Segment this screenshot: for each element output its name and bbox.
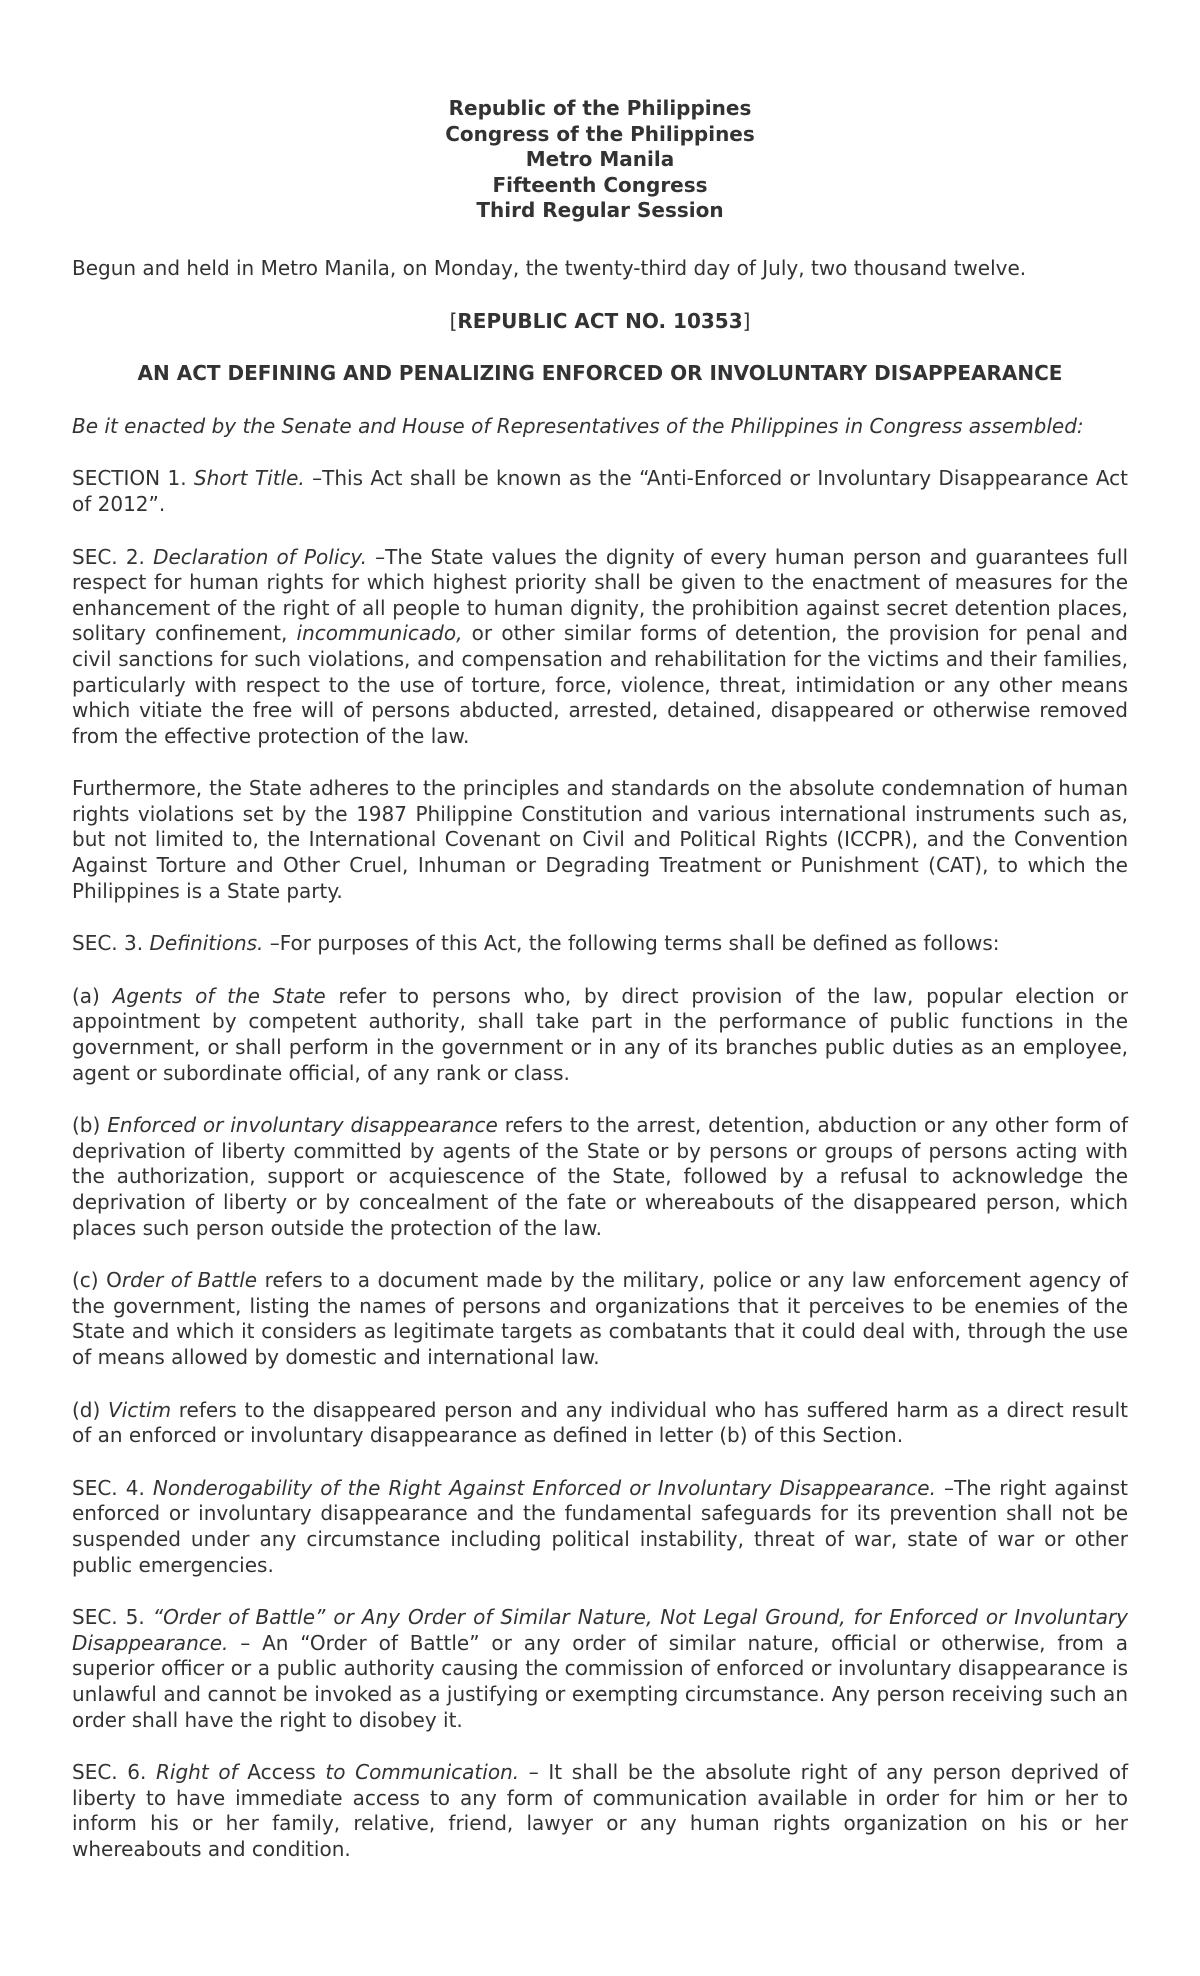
section-2-number: SEC. 2.: [72, 544, 154, 569]
act-number-open-bracket: [: [449, 308, 458, 333]
section-6-number: SEC. 6.: [72, 1760, 157, 1785]
section-3-body: –For purposes of this Act, the following terms shall be defined as follows:: [263, 931, 1000, 956]
act-number: [72, 309, 1128, 335]
definition-b-term: Enforced or involuntary disappearance: [107, 1113, 498, 1138]
definition-c-body: refers to a document made by the military, police or any law enforcement agency of the government, listing the names of persons and organizations that it perceives to be enemies of the State and which it considers as legitimate targets as combatants that it could deal with, through the use of means allowed by domestic and international law.: [72, 1268, 1128, 1369]
definition-d-body: refers to the disappeared person and any individual who has suffered harm as a direct result of an enforced or involuntary disappearance as defined in letter (b) of this Section.: [72, 1397, 1128, 1448]
act-title: AN ACT DEFINING AND PENALIZING ENFORCED OR INVOLUNTARY DISAPPEARANCE: [137, 361, 1063, 386]
section-6: [72, 1760, 1128, 1862]
section-4-title: Nonderogability of the Right Against Enforced or Involuntary Disappearance.: [152, 1475, 936, 1500]
section-3: [72, 931, 1128, 957]
section-2-title: Declaration of Policy.: [153, 544, 368, 569]
definition-c-letter: (c) O: [72, 1268, 122, 1293]
section-5-number: SEC. 5.: [72, 1605, 153, 1630]
definition-b: [72, 1113, 1128, 1241]
section-6-body: – It shall be the absolute right of any person deprived of liberty to have immediate access to any form of communication available in order for him or her to inform his or her family, relative, friend, lawyer or any human rights organization on his or her whereabouts and condition.: [72, 1760, 1129, 1861]
begun-statement: Begun and held in Metro Manila, on Monday, the twenty-third day of July, two thousand twelve.: [72, 255, 1027, 280]
definition-d: [72, 1398, 1128, 1449]
header-session: Third Regular Session: [476, 198, 724, 223]
definition-a-term: Agents of the State: [112, 983, 326, 1008]
definition-a: [72, 984, 1128, 1086]
section-1-number: SECTION 1.: [72, 466, 194, 491]
section-6-title-part2: to Communication.: [325, 1760, 520, 1785]
section-6-title-part1: Right of: [156, 1760, 238, 1785]
section-2-body-part1: –The State values the dignity of every human person and guarantees full respect for human rights for which highest priority shall be given to the enactment of measures for the enhancement of the right of all people to human dignity, the prohibition against secret detention places, solitary confinement,: [72, 544, 1129, 646]
enacting-clause: [72, 414, 1128, 440]
section-3-title: Definitions.: [149, 931, 264, 956]
definition-d-letter: (d): [72, 1397, 108, 1422]
section-5-body: – An “Order of Battle” or any order of similar nature, official or otherwise, from a superior officer or a public authority causing the commission of enforced or involuntary disappearance is unlawful and cannot be invoked as a justifying or exempting circumstance. Any person receiving such an order shall have the right to disobey it.: [72, 1630, 1128, 1732]
document-header: [72, 96, 1128, 224]
header-location: Metro Manila: [525, 147, 675, 172]
definition-b-body: refers to the arrest, detention, abduction or any other form of deprivation of liberty committed by agents of the State or by persons or groups of persons acting with the authorization, support or acquiescence of the State, followed by a refusal to acknowledge the deprivation of liberty or by concealment of the fate or whereabouts of the disappeared person, which places such person outside the protection of the law.: [72, 1113, 1129, 1240]
section-5: [72, 1605, 1128, 1733]
section-2-body-part2: or other similar forms of detention, the provision for penal and civil sanctions for such violations, and compensation and rehabilitation for the victims and their families, particularly with respect to the use of torture, force, violence, threat, intimidation or any other means which vitiate the free will of persons abducted, arrested, detained, disappeared or otherwise removed from the effective protection of the law.: [72, 621, 1128, 748]
section-1: [72, 466, 1128, 517]
header-congress: Congress of the Philippines: [445, 121, 755, 146]
enacting-clause-text: Be it enacted by the Senate and House of Representatives of the Philippines in Congress assembled:: [72, 413, 1084, 438]
header-congress-number: Fifteenth Congress: [492, 172, 708, 197]
section-5-title: “Order of Battle” or Any Order of Similar Nature, Not Legal Ground, for Enforced or Involuntary Disappearance.: [72, 1605, 1129, 1655]
act-number-close-bracket: ]: [742, 308, 751, 333]
header-republic: Republic of the Philippines: [448, 96, 752, 120]
section-4-number: SEC. 4.: [72, 1475, 153, 1500]
section-2-italic-term: incommunicado,: [296, 621, 463, 646]
definition-a-letter: (a): [72, 983, 113, 1008]
definition-c: [72, 1268, 1128, 1370]
definition-d-term: Victim: [107, 1397, 172, 1422]
definition-a-body: refer to persons who, by direct provision of the law, popular election or appointment by competent authority, shall take part in the performance of public functions in the government, or shall perform in the government or in any of its branches public duties as an employee, agent or subordinate official, of any rank or class.: [72, 983, 1129, 1085]
section-2-paragraph-2: Furthermore, the State adheres to the principles and standards on the absolute condemnation of human rights violations set by the 1987 Philippine Constitution and various international instruments such as, but not limited to, the International Covenant on Civil and Political Rights (ICCPR), and the Convention Against Torture and Other Cruel, Inhuman or Degrading Treatment or Punishment (CAT), to which the Philippines is a State party.: [72, 776, 1128, 903]
section-1-title: Short Title.: [193, 466, 305, 491]
section-2: [72, 545, 1128, 750]
section-6-title-plain: Access: [237, 1760, 326, 1785]
act-number-label: REPUBLIC ACT NO. 10353: [457, 308, 743, 333]
definition-c-term: rder of Battle: [121, 1268, 258, 1293]
section-4: [72, 1476, 1128, 1578]
section-4-body: –The right against enforced or involuntary disappearance and the fundamental safeguards for its prevention shall not be suspended under any circumstance including political instability, threat of war, state of war or other public emergencies.: [72, 1475, 1129, 1577]
section-1-body: –This Act shall be known as the “Anti-Enforced or Involuntary Disappearance Act of 2012”.: [72, 466, 1128, 516]
definition-b-letter: (b): [72, 1113, 108, 1138]
section-3-number: SEC. 3.: [72, 931, 150, 956]
